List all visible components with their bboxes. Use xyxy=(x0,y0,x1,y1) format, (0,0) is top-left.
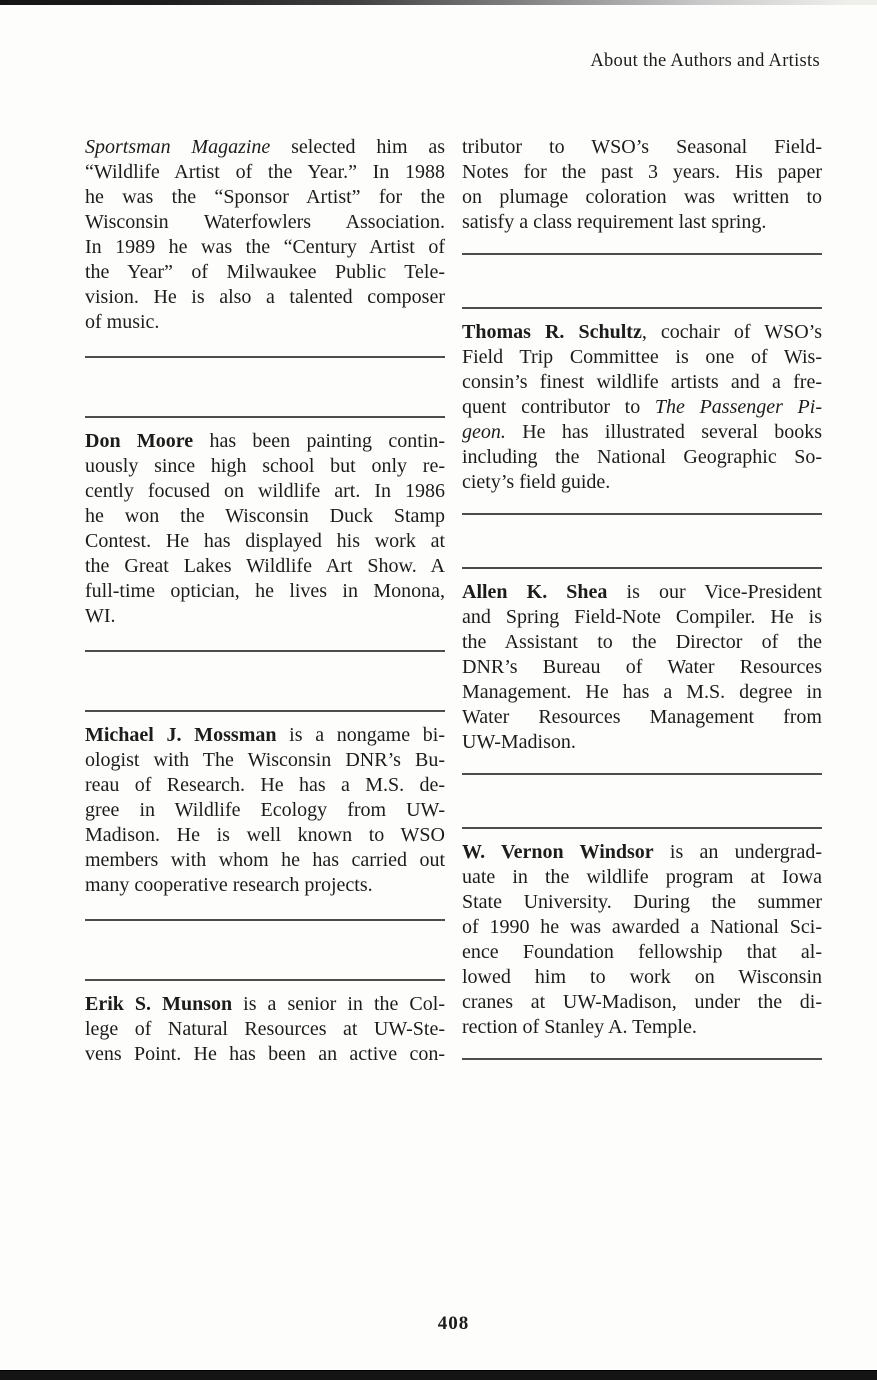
author-name: Michael J. Mossman xyxy=(85,724,277,746)
body-text: satisfy a class requirement last spring. xyxy=(462,211,767,233)
text-line xyxy=(85,479,445,504)
body-text: the Year” of Milwaukee Public Tele- xyxy=(85,261,445,283)
section-divider xyxy=(462,513,822,515)
body-text: the Great Lakes Wildlife Art Show. A xyxy=(85,555,445,577)
bio-paragraph xyxy=(85,992,445,1067)
body-text: Contest. He has displayed his work at xyxy=(85,530,445,552)
section-divider xyxy=(85,416,445,418)
body-text: State University. During the summer xyxy=(462,891,822,913)
body-text: consin’s finest wildlife artists and a fre- xyxy=(462,371,822,393)
text-line xyxy=(85,429,445,454)
section-divider xyxy=(462,827,822,829)
italic-title: geon. xyxy=(462,421,506,443)
text-line xyxy=(85,579,445,604)
section-divider xyxy=(85,979,445,981)
body-text: cently focused on wildlife art. In 1986 xyxy=(85,480,445,502)
body-text: , cochair of WSO’s xyxy=(641,321,822,343)
section-divider xyxy=(85,710,445,712)
body-text: In 1989 he was the “Century Artist of xyxy=(85,236,445,258)
bio-paragraph xyxy=(85,723,445,898)
body-text: Madison. He is well known to WSO xyxy=(85,824,445,846)
author-name: Erik S. Munson xyxy=(85,993,233,1015)
body-text: cranes at UW-Madison, under the di- xyxy=(462,991,822,1013)
body-text: has been painting contin- xyxy=(193,430,445,452)
body-text: Water Resources Management from xyxy=(462,706,822,728)
body-text: is a senior in the Col- xyxy=(232,993,445,1015)
body-text: including the National Geographic So- xyxy=(462,446,822,468)
author-name: W. Vernon Windsor xyxy=(462,841,654,863)
body-text: He has illustrated several books xyxy=(505,421,822,443)
text-line xyxy=(462,320,822,345)
two-column-layout xyxy=(85,135,822,1067)
body-text: selected him as xyxy=(270,136,445,158)
text-line xyxy=(85,504,445,529)
body-text: he won the Wisconsin Duck Stamp xyxy=(85,505,445,527)
body-text: ence Foundation fellowship that al- xyxy=(462,941,822,963)
body-text: ologist with The Wisconsin DNR’s Bu- xyxy=(85,749,445,771)
body-text: lege of Natural Resources at UW-Ste- xyxy=(85,1018,445,1040)
scan-edge-top xyxy=(0,0,877,5)
body-text: uously since high school but only re- xyxy=(85,455,445,477)
body-text: reau of Research. He has a M.S. de- xyxy=(85,774,445,796)
section-divider xyxy=(85,356,445,358)
author-name: Allen K. Shea xyxy=(462,581,608,603)
text-line xyxy=(85,723,445,748)
text-line xyxy=(462,655,822,680)
body-text: vens Point. He has been an active con- xyxy=(85,1043,445,1065)
bio-paragraph xyxy=(462,580,822,755)
section-divider xyxy=(462,253,822,255)
body-text: many cooperative research projects. xyxy=(85,874,373,896)
text-line xyxy=(462,370,822,395)
body-text: members with whom he has carried out xyxy=(85,849,445,871)
bio-paragraph xyxy=(462,135,822,235)
running-header: About the Authors and Artists xyxy=(590,51,820,71)
text-line xyxy=(85,1017,445,1042)
text-line xyxy=(462,965,822,990)
body-text: quent contributor to xyxy=(462,396,655,418)
body-text: Wisconsin Waterfowlers Association. xyxy=(85,211,445,233)
text-line xyxy=(462,705,822,730)
text-line xyxy=(85,773,445,798)
text-line xyxy=(85,554,445,579)
text-line xyxy=(462,210,822,235)
italic-title: The Passenger Pi- xyxy=(654,396,822,418)
bio-paragraph xyxy=(85,135,445,335)
body-text: rection of Stanley A. Temple. xyxy=(462,1016,697,1038)
bio-paragraph xyxy=(462,840,822,1040)
italic-title: Sportsman Magazine xyxy=(85,136,271,158)
text-line xyxy=(85,185,445,210)
text-line xyxy=(85,454,445,479)
body-text: and Spring Field-Note Compiler. He is xyxy=(462,606,822,628)
text-line xyxy=(85,823,445,848)
page-number: 408 xyxy=(437,1313,470,1334)
body-text: the Assistant to the Director of the xyxy=(462,631,822,653)
body-text: vision. He is also a talented composer xyxy=(85,286,445,308)
text-line xyxy=(462,605,822,630)
author-name: Don Moore xyxy=(85,430,194,452)
text-line xyxy=(85,310,445,335)
body-text: Notes for the past 3 years. His paper xyxy=(462,161,822,183)
text-line xyxy=(462,630,822,655)
body-text: lowed him to work on Wisconsin xyxy=(462,966,822,988)
text-line xyxy=(462,160,822,185)
text-line xyxy=(462,345,822,370)
body-text: is our Vice-President xyxy=(607,581,822,603)
scan-edge-bottom xyxy=(0,1371,877,1380)
body-text: WI. xyxy=(85,605,116,627)
body-text: is an undergrad- xyxy=(653,841,822,863)
text-line xyxy=(462,420,822,445)
bio-paragraph xyxy=(85,429,445,629)
text-line xyxy=(85,135,445,160)
text-line xyxy=(462,445,822,470)
text-line xyxy=(462,135,822,160)
left-column xyxy=(85,135,445,1067)
body-text: ciety’s field guide. xyxy=(462,471,611,493)
right-column xyxy=(462,135,822,1067)
section-divider xyxy=(462,1058,822,1060)
body-text: tributor to WSO’s Seasonal Field- xyxy=(462,136,822,158)
text-line xyxy=(462,890,822,915)
section-divider xyxy=(85,650,445,652)
section-divider xyxy=(462,567,822,569)
body-text: on plumage coloration was written to xyxy=(462,186,822,208)
text-line xyxy=(462,470,822,495)
body-text: is a nongame bi- xyxy=(276,724,445,746)
author-name: Thomas R. Schultz xyxy=(462,321,642,343)
text-line xyxy=(462,840,822,865)
section-divider xyxy=(462,773,822,775)
text-line xyxy=(462,730,822,755)
text-line xyxy=(85,160,445,185)
section-divider xyxy=(85,919,445,921)
text-line xyxy=(85,260,445,285)
body-text: “Wildlife Artist of the Year.” In 1988 xyxy=(85,161,445,183)
text-line xyxy=(462,185,822,210)
text-line xyxy=(85,848,445,873)
body-text: uate in the wildlife program at Iowa xyxy=(462,866,822,888)
body-text: of 1990 he was awarded a National Sci- xyxy=(462,916,822,938)
body-text: DNR’s Bureau of Water Resources xyxy=(462,656,822,678)
text-line xyxy=(85,748,445,773)
text-line xyxy=(462,580,822,605)
text-line xyxy=(85,285,445,310)
body-text: of music. xyxy=(85,311,160,333)
body-text: gree in Wildlife Ecology from UW- xyxy=(85,799,445,821)
text-line xyxy=(85,873,445,898)
text-line xyxy=(85,798,445,823)
body-text: Management. He has a M.S. degree in xyxy=(462,681,822,703)
text-line xyxy=(462,865,822,890)
body-text: full-time optician, he lives in Monona, xyxy=(85,580,445,602)
text-line xyxy=(462,395,822,420)
text-line xyxy=(85,235,445,260)
text-line xyxy=(462,940,822,965)
section-divider xyxy=(462,307,822,309)
text-line xyxy=(462,1015,822,1040)
body-text: Field Trip Committee is one of Wis- xyxy=(462,346,822,368)
text-line xyxy=(85,210,445,235)
bio-paragraph xyxy=(462,320,822,495)
text-line xyxy=(85,529,445,554)
text-line xyxy=(462,915,822,940)
body-text: UW-Madison. xyxy=(462,731,576,753)
text-line xyxy=(85,604,445,629)
text-line xyxy=(85,1042,445,1067)
text-line xyxy=(85,992,445,1017)
text-line xyxy=(462,680,822,705)
body-text: he was the “Sponsor Artist” for the xyxy=(85,186,445,208)
text-line xyxy=(462,990,822,1015)
